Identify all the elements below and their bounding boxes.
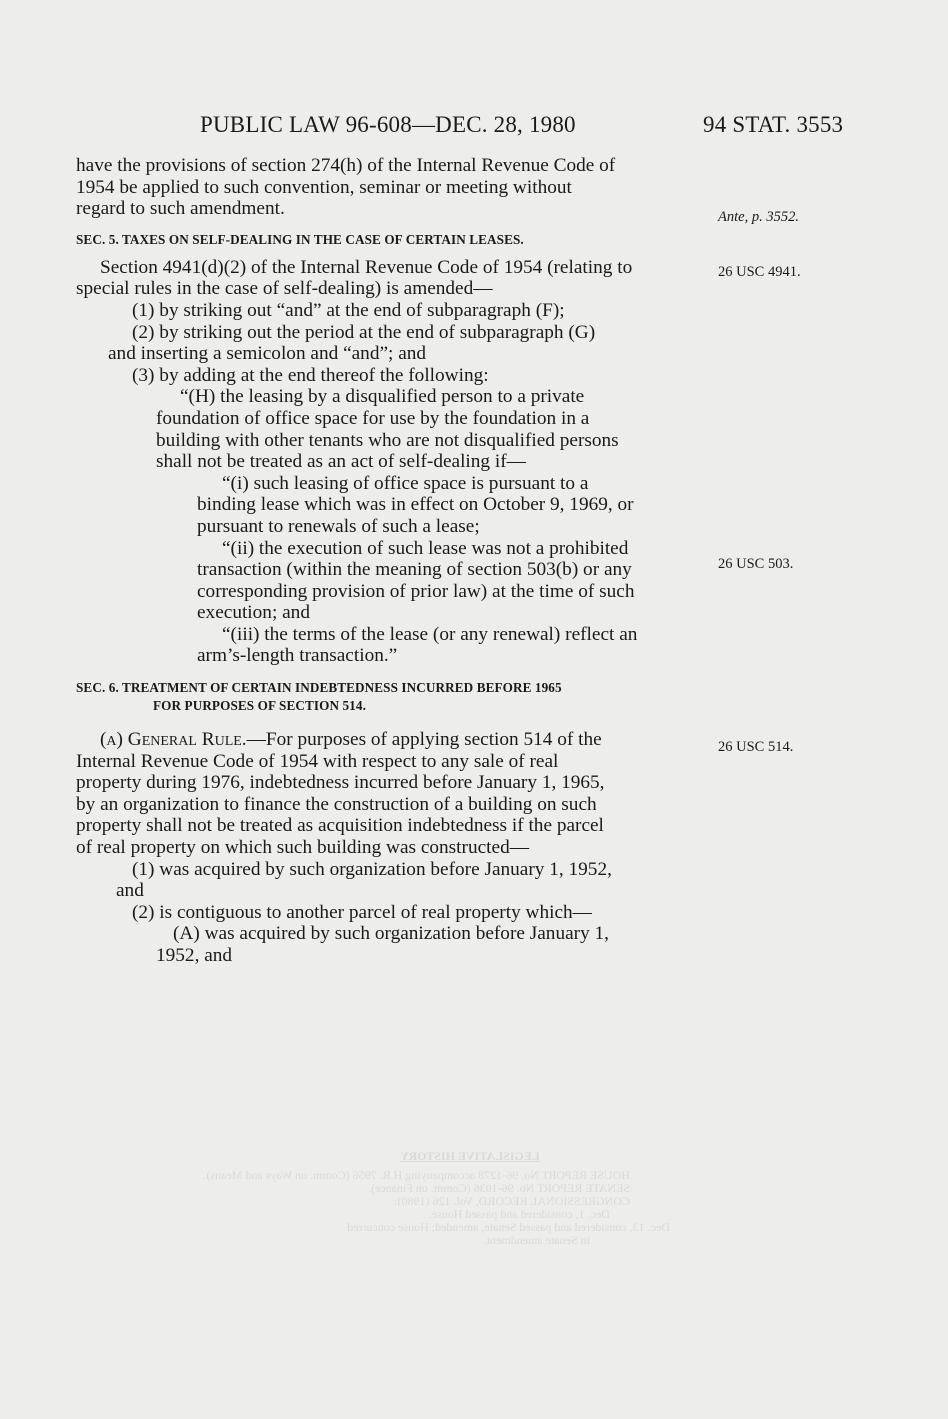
bleed-line: SENATE REPORT No. 96-1036 (Comm. on Finance). xyxy=(367,1181,630,1195)
bleed-line: Dec. 13, considered and passed Senate, amended; House concurred xyxy=(347,1220,670,1234)
clause-i-line: “(i) such leasing of office space is pursuant to a xyxy=(222,472,589,494)
subsection-a-label: (a) General Rule. xyxy=(100,729,247,751)
clause-ii-line: corresponding provision of prior law) at the time of such xyxy=(197,580,635,602)
margin-note-usc-503: 26 USC 503. xyxy=(718,556,794,572)
subsection-a-line: property during 1976, indebtedness incurred before January 1, 1965, xyxy=(76,772,605,794)
margin-note-ante: Ante, p. 3552. xyxy=(718,209,799,225)
sec5-item-3: (3) by adding at the end thereof the following: xyxy=(132,364,489,386)
subsection-a-line: Internal Revenue Code of 1954 with respect to any sale of real xyxy=(76,750,559,772)
subsection-a-first-line xyxy=(76,729,700,751)
section-6-heading-line: SEC. 6. TREATMENT OF CERTAIN INDEBTEDNESS INCURRED BEFORE 1965 xyxy=(76,680,562,696)
running-header-page-number: 94 STAT. 3553 xyxy=(703,112,844,137)
bleed-line: HOUSE REPORT No. 96-1278 accompanying H.R. 7956 (Comm. on Ways and Means). xyxy=(203,1168,630,1182)
subsection-a-line: of real property on which such building was constructed— xyxy=(76,837,529,859)
clause-h-line: “(H) the leasing by a disqualified person to a private xyxy=(180,386,585,408)
intro-line: 1954 be applied to such convention, seminar or meeting without xyxy=(76,176,572,198)
sec6-item-2: (2) is contiguous to another parcel of real property which— xyxy=(132,901,592,923)
sec6-item-1-line: (1) was acquired by such organization before January 1, 1952, xyxy=(132,858,612,880)
clause-i-line: binding lease which was in effect on October 9, 1969, or xyxy=(197,494,634,516)
margin-note-usc-514: 26 USC 514. xyxy=(718,739,794,755)
clause-h-line: shall not be treated as an act of self-dealing if— xyxy=(156,451,526,473)
reverse-side-bleed-through xyxy=(110,1150,830,1247)
clause-ii-line: transaction (within the meaning of section 503(b) or any xyxy=(197,559,632,581)
clause-ii-line: execution; and xyxy=(197,602,310,624)
clause-ii-line: “(ii) the execution of such lease was not a prohibited xyxy=(222,537,629,559)
intro-line: have the provisions of section 274(h) of the Internal Revenue Code of xyxy=(76,155,616,176)
subsection-a-line: property shall not be treated as acquisition indebtedness if the parcel xyxy=(76,815,604,837)
subsection-a-line: by an organization to finance the construction of a building on such xyxy=(76,793,597,815)
intro-line: regard to such amendment. xyxy=(76,198,285,220)
sec6-item-A-line: 1952, and xyxy=(156,945,233,966)
statute-text xyxy=(76,155,700,967)
sec5-lead-line: Section 4941(d)(2) of the Internal Revenue Code of 1954 (relating to xyxy=(100,256,633,278)
margin-note-usc-4941: 26 USC 4941. xyxy=(718,264,801,280)
sec5-lead-line: special rules in the case of self-dealing) is amended— xyxy=(76,278,493,300)
running-header-title: PUBLIC LAW 96-608—DEC. 28, 1980 xyxy=(200,112,576,137)
clause-h-line: building with other tenants who are not disqualified persons xyxy=(156,429,619,451)
clause-iii-line: “(iii) the terms of the lease (or any renewal) reflect an xyxy=(222,623,638,645)
clause-h-line: foundation of office space for use by the foundation in a xyxy=(156,407,590,429)
bleed-heading: LEGISLATIVE HISTORY xyxy=(400,1149,540,1163)
sec6-item-1-line: and xyxy=(116,880,144,902)
sec5-item-2-line: (2) by striking out the period at the end of subparagraph (G) xyxy=(132,321,596,343)
sec5-item-2-line: and inserting a semicolon and “and”; and xyxy=(108,343,427,365)
subsection-a-text: —For purposes of applying section 514 of the xyxy=(246,729,602,751)
clause-iii-line: arm’s-length transaction.” xyxy=(197,645,398,667)
bleed-line: Dec. 1, considered and passed House. xyxy=(428,1207,610,1221)
section-5-heading: SEC. 5. TAXES ON SELF-DEALING IN THE CASE OF CERTAIN LEASES. xyxy=(76,231,524,247)
section-6-heading-line: FOR PURPOSES OF SECTION 514. xyxy=(153,698,366,714)
sec5-item-1: (1) by striking out “and” at the end of subparagraph (F); xyxy=(132,299,565,321)
bleed-line: in Senate amendment. xyxy=(483,1233,590,1247)
bleed-line: CONGRESSIONAL RECORD, Vol. 126 (1980): xyxy=(394,1194,630,1208)
clause-i-line: pursuant to renewals of such a lease; xyxy=(197,515,480,537)
sec6-item-A-line: (A) was acquired by such organization before January 1, xyxy=(173,923,609,945)
